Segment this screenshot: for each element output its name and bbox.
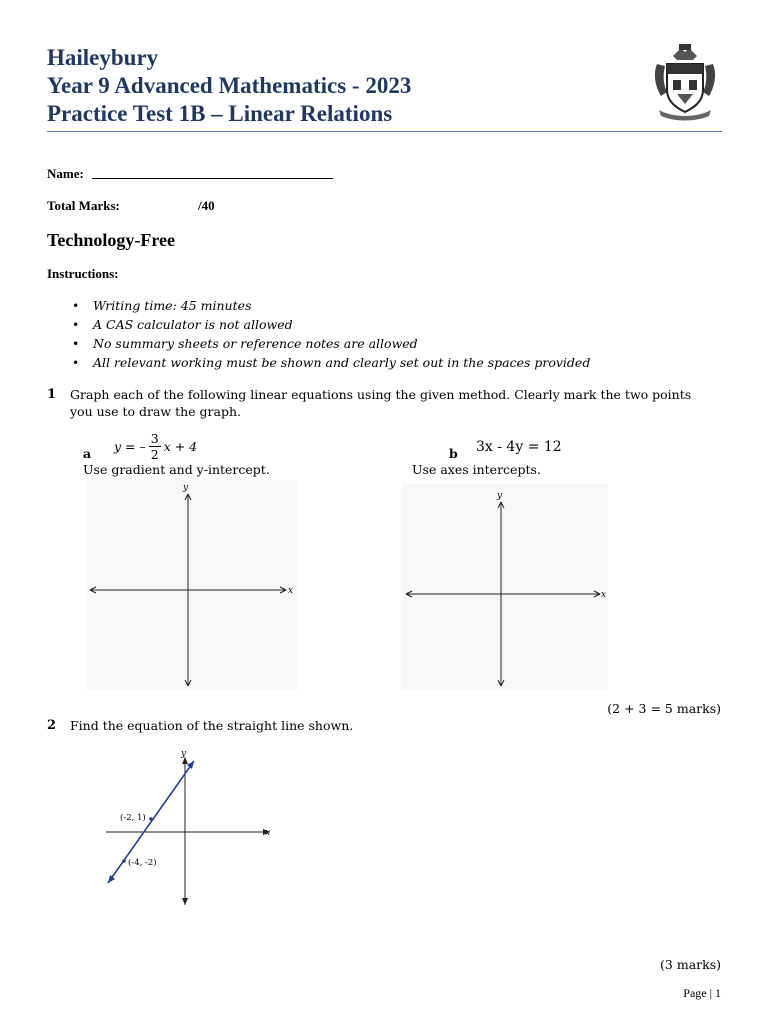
instruction-item: • Writing time: 45 minutes [72, 296, 590, 315]
instructions-list [72, 296, 590, 372]
q2-x-label: x [265, 828, 271, 838]
question-1-marks: (2 + 3 = 5 marks) [607, 701, 721, 716]
point-2-label: (-4, -2) [128, 858, 157, 868]
graph-a-x-label: x [288, 586, 294, 596]
graph-b-y-label: y [497, 491, 503, 501]
question-2-marks: (3 marks) [660, 957, 721, 972]
total-marks-label: Total Marks: [47, 198, 120, 213]
instruction-item: • All relevant working must be shown and clearly set out in the spaces provided [72, 353, 590, 372]
name-label: Name: [47, 166, 84, 181]
page-number: Page | 1 [683, 986, 721, 1000]
point-1-label: (-2, 1) [120, 813, 146, 823]
question-2-graph [100, 745, 280, 910]
name-answer-line [92, 178, 333, 179]
q2-y-label: y [181, 749, 187, 759]
equation-a-rhs: x + 4 [163, 439, 198, 454]
question-1-text-line2: you use to draw the graph. [70, 404, 241, 419]
question-1-number: 1 [47, 387, 57, 402]
point-marker [149, 817, 153, 821]
graph-a-axes [86, 480, 298, 690]
graph-a-y-label: y [183, 483, 189, 493]
part-a-label: a [83, 446, 92, 461]
question-1-text-line1: Graph each of the following linear equations using the given method. Clearly mark the two points [70, 387, 692, 402]
total-marks-value: /40 [198, 198, 215, 213]
subject-title: Year 9 Advanced Mathematics - 2023 [47, 73, 412, 98]
part-b-label: b [449, 446, 458, 461]
part-b-method: Use axes intercepts. [412, 462, 541, 477]
fraction-denominator: 2 [150, 447, 159, 462]
question-2-number: 2 [47, 718, 57, 733]
graph-b-axes [402, 484, 608, 690]
equation-a-lhs: y = – [114, 439, 146, 454]
school-crest-logo [651, 42, 719, 124]
part-b-equation: 3x - 4y = 12 [476, 439, 562, 455]
instructions-heading: Instructions: [47, 266, 119, 281]
instruction-item: • No summary sheets or reference notes are allowed [72, 334, 590, 353]
instruction-item: • A CAS calculator is not allowed [72, 315, 590, 334]
school-name: Haileybury [47, 45, 159, 70]
part-a-equation [114, 431, 197, 462]
header-divider [47, 131, 722, 132]
section-title: Technology-Free [47, 230, 175, 250]
point-marker [122, 859, 126, 863]
question-2-text: Find the equation of the straight line shown. [70, 718, 354, 733]
part-a-method: Use gradient and y-intercept. [83, 462, 270, 477]
equation-a-fraction [149, 431, 161, 462]
test-title: Practice Test 1B – Linear Relations [47, 101, 393, 126]
fraction-numerator: 3 [150, 431, 159, 446]
graph-b-x-label: x [601, 590, 607, 600]
